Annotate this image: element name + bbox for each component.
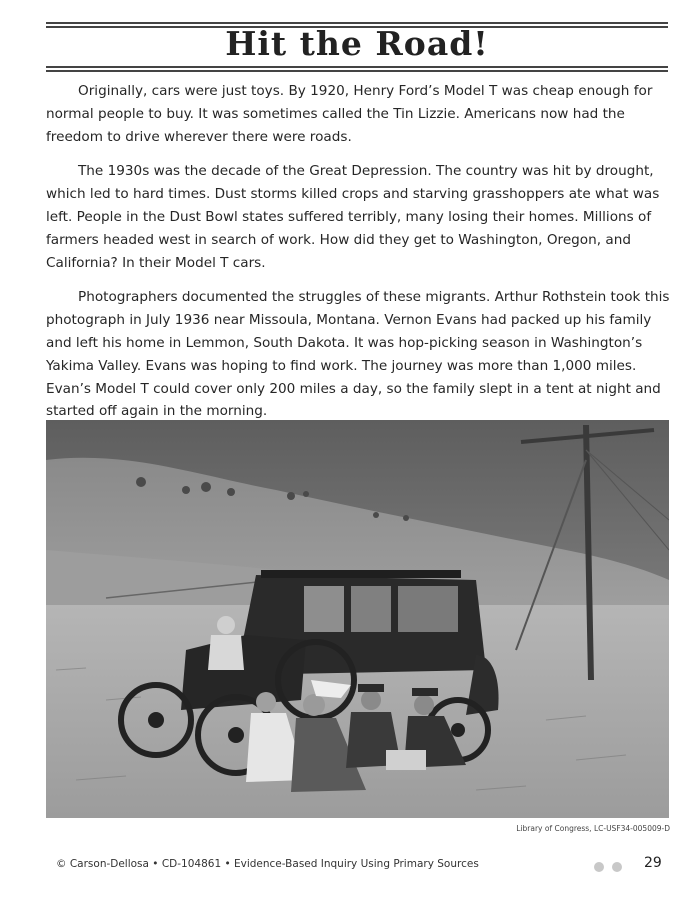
photo-credit: Library of Congress, LC-USF34-005009-D <box>516 824 670 833</box>
paragraph-2: The 1930s was the decade of the Great Depression. The country was hit by drought, which led to hard times. Dust storms killed crops and starving grasshoppers ate what was left. People in the Dust Bowl states suffered terribly, many losing their homes. Millions of farmers headed west in search of work. How did they get to Washington, Oregon, and California? In their Model T cars. <box>46 163 660 271</box>
title-rule-bottom-2 <box>46 70 668 72</box>
paragraph-1: Originally, cars were just toys. By 1920, Henry Ford’s Model T was cheap enough for normal people to buy. It was sometimes called the Tin Lizzie. Americans now had the freedom to drive wherever there were roads. <box>46 83 653 145</box>
footer-copyright: © Carson-Dellosa • CD-104861 • Evidence-Based Inquiry Using Primary Sources <box>56 858 479 870</box>
article-body <box>46 80 670 435</box>
page-number: 29 <box>644 855 662 871</box>
title-rule-bottom-1 <box>46 66 668 68</box>
dot-icon <box>612 862 622 872</box>
paragraph-3: Photographers documented the struggles of these migrants. Arthur Rothstein took this photograph in July 1936 near Missoula, Montana. Vernon Evans had packed up his family and left his home in Lemmon, South Dakota. It was hop-picking season in Washington’s Yakima Valley. Evans was hoping to find work. The journey was more than 1,000 miles. Evan’s Model T could cover only 200 miles a day, so the family slept in a tent at night and started off again in the morning. <box>46 289 670 420</box>
historic-photograph <box>46 420 669 818</box>
page-dots <box>594 862 622 872</box>
page-title: Hit the Road! <box>225 24 489 63</box>
dot-icon <box>594 862 604 872</box>
